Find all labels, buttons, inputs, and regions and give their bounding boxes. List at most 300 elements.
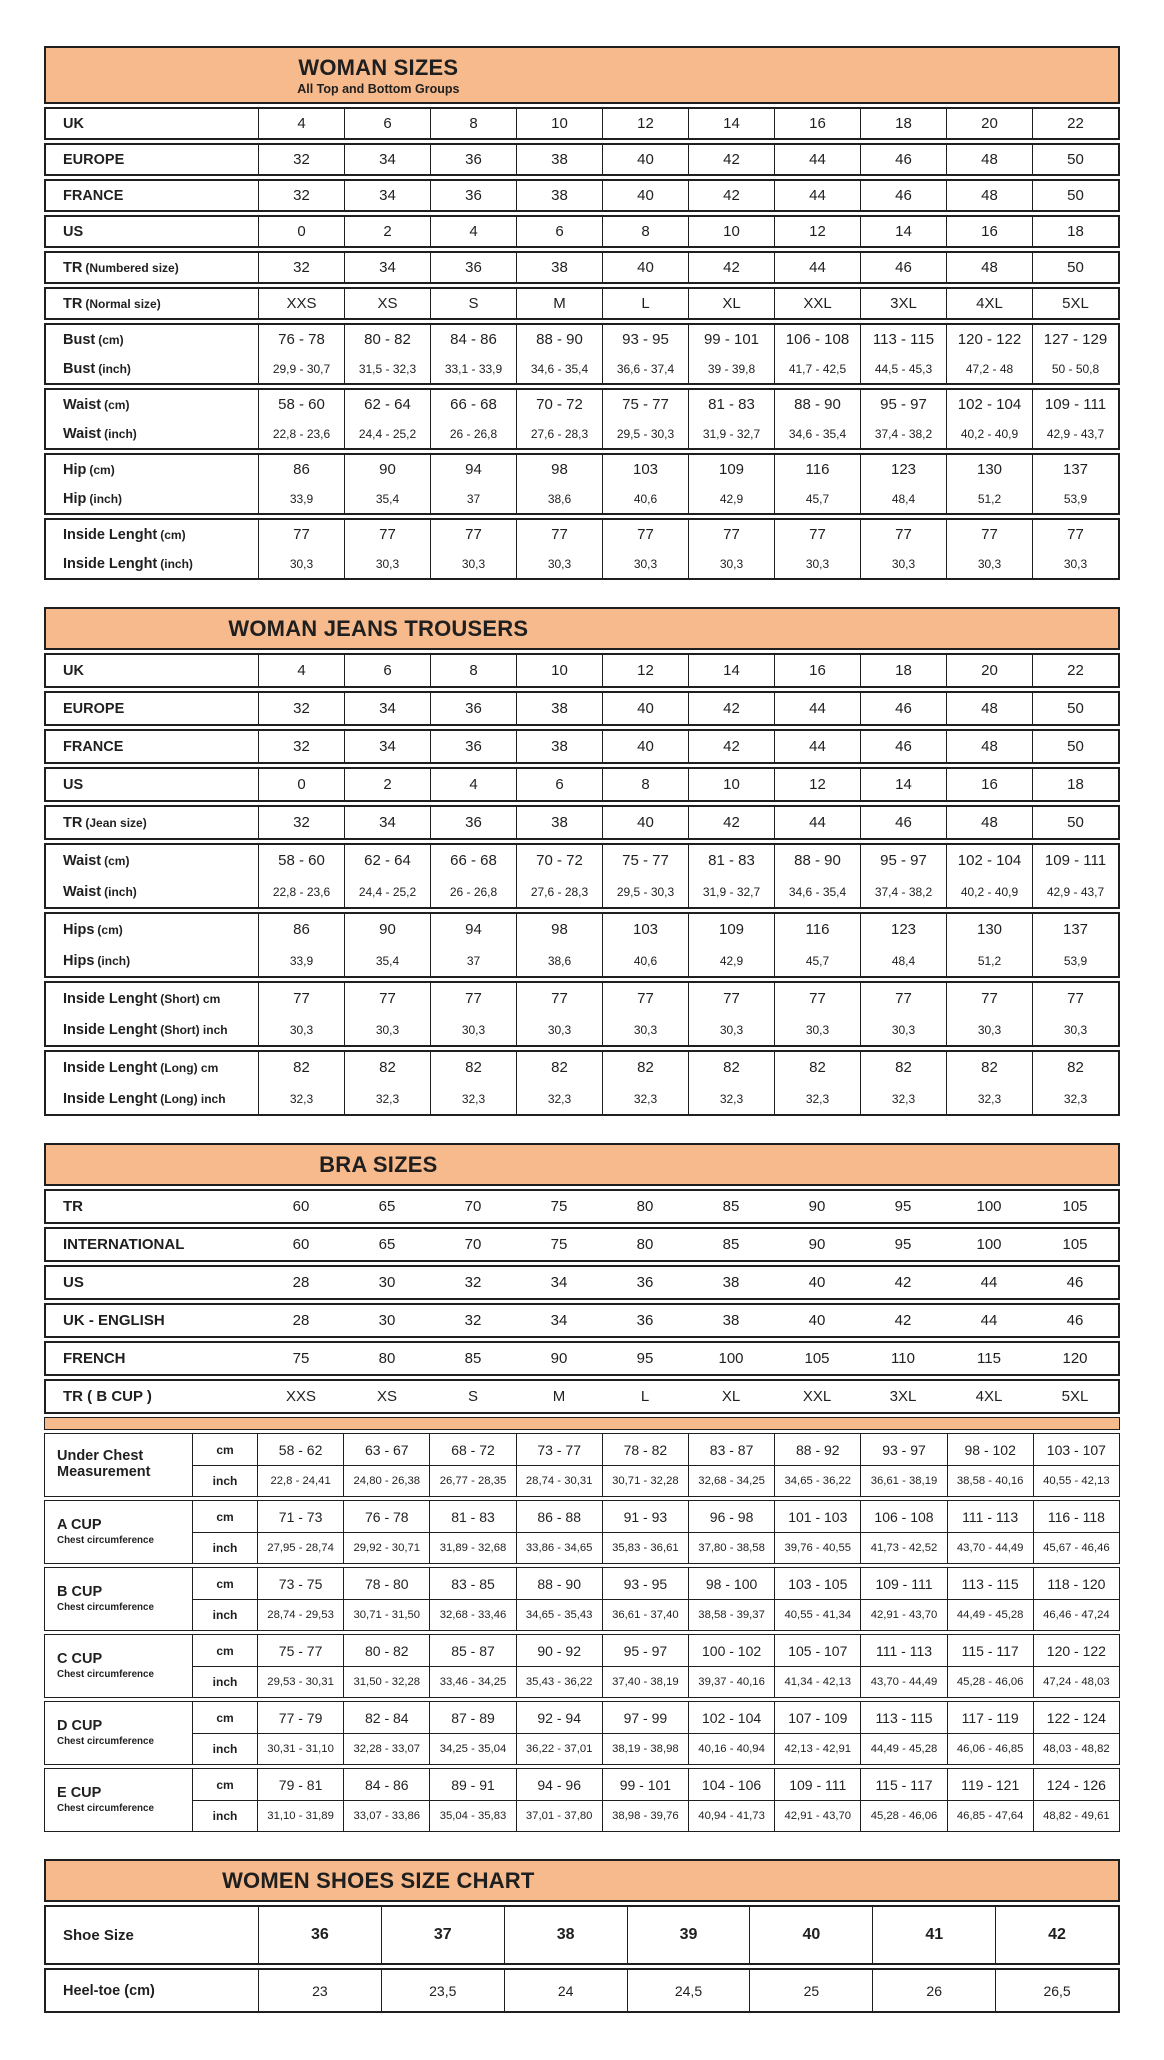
row-label-cell <box>45 1702 193 1764</box>
size-value-cell: 76 - 78 <box>343 1501 429 1532</box>
size-value-cell: L <box>640 1388 650 1405</box>
size-value-cell: 40 <box>602 807 688 838</box>
size-value-cell: 32,3 <box>516 1083 602 1114</box>
size-value-cell: 46 <box>860 807 946 838</box>
size-value-cell: 44 <box>774 145 860 174</box>
size-value-cell: 36,61 - 38,19 <box>860 1465 946 1496</box>
row-label: Hips (inch) <box>63 952 131 969</box>
size-value-cell: 30,3 <box>344 549 430 578</box>
size-value-cell: 41,34 - 42,13 <box>774 1666 860 1697</box>
size-value-cell: 50 <box>1032 731 1118 762</box>
size-value-cell: 10 <box>688 769 774 800</box>
size-value-cell: 77 <box>688 983 774 1014</box>
size-row <box>46 1907 1118 1963</box>
cup-label: B CUP <box>57 1584 103 1601</box>
size-value-cell: 127 - 129 <box>1032 325 1118 354</box>
size-row <box>46 1191 1118 1222</box>
cup-label: C CUP <box>57 1651 103 1668</box>
cup-sublabel: Chest circumference <box>57 1601 154 1613</box>
row-label: UK <box>63 115 84 132</box>
size-row-group <box>44 107 1120 140</box>
size-value-cell: 78 - 82 <box>602 1434 688 1465</box>
unit-label: cm <box>216 1509 234 1524</box>
size-value-cell: 137 <box>1032 914 1118 945</box>
size-row <box>46 253 1118 282</box>
size-value-cell: 107 - 109 <box>774 1702 860 1733</box>
size-row-group <box>44 453 1120 515</box>
size-value-cell: 51,2 <box>946 945 1032 976</box>
size-value-cell: 33,1 - 33,9 <box>430 354 516 383</box>
size-value-cell: 30,3 <box>774 1014 860 1045</box>
size-value-cell: 88 - 90 <box>516 1568 602 1599</box>
size-value-cell: 30,3 <box>430 549 516 578</box>
size-value-cell: 109 - 111 <box>1032 845 1118 876</box>
size-value-cell: 77 <box>430 983 516 1014</box>
size-value-cell: 70 <box>464 1198 482 1215</box>
size-value-cell: 32,3 <box>774 1083 860 1114</box>
size-row <box>46 354 1118 383</box>
cup-label: A CUP <box>57 1517 102 1534</box>
cup-label: Under Chest Measurement <box>57 1448 151 1480</box>
size-value-cell: 113 - 115 <box>860 1702 946 1733</box>
size-value-cell: 16 <box>774 109 860 138</box>
size-value-cell: 77 <box>344 520 430 549</box>
size-value-cell: 77 <box>602 520 688 549</box>
size-value-cell: 30,3 <box>430 1014 516 1045</box>
size-value-cell: 122 - 124 <box>1033 1702 1119 1733</box>
size-value-cell: 46,46 - 47,24 <box>1033 1599 1119 1630</box>
size-row <box>46 945 1118 976</box>
size-value-cell: 24,5 <box>627 1970 750 2011</box>
size-value-cell: 75 - 77 <box>602 845 688 876</box>
bra-table-divider <box>44 1417 1120 1430</box>
size-value-cell: 90 <box>808 1198 826 1215</box>
size-value-cell: 30,3 <box>860 1014 946 1045</box>
size-value-cell: 40,55 - 42,13 <box>1033 1465 1119 1496</box>
size-row-group <box>44 981 1120 1047</box>
size-value-cell: 34,6 - 35,4 <box>774 419 860 448</box>
size-value-cell: 14 <box>688 655 774 686</box>
size-value-cell: 40 <box>602 181 688 210</box>
size-value-cell: 105 <box>1062 1236 1088 1253</box>
size-value-cell: 37,4 - 38,2 <box>860 876 946 907</box>
woman-jeans-table <box>44 607 1120 1116</box>
row-label-detail: (Numbered size) <box>85 260 179 275</box>
size-row <box>46 655 1118 686</box>
row-label: TR (Jean size) <box>63 814 147 831</box>
size-value-cell: 42 <box>688 807 774 838</box>
size-value-cell: 42,9 - 43,7 <box>1032 419 1118 448</box>
size-value-cell: 26 <box>872 1970 995 2011</box>
row-label-detail: (cm) <box>104 853 130 868</box>
size-value-cell: 60 <box>292 1198 310 1215</box>
size-value-cell: 6 <box>344 655 430 686</box>
size-row-group <box>44 1050 1120 1116</box>
row-label: FRANCE <box>63 187 124 204</box>
size-row <box>46 845 1118 876</box>
size-row <box>46 1052 1118 1083</box>
size-value-cell: 28,74 - 30,31 <box>516 1465 602 1496</box>
size-value-cell: 50 <box>1032 807 1118 838</box>
size-value-cell: 106 - 108 <box>860 1501 946 1532</box>
woman-sizes-title: WOMAN SIZES <box>298 55 459 80</box>
size-value-cell: S <box>467 1388 478 1405</box>
size-value-cell: 77 <box>344 983 430 1014</box>
unit-label: inch <box>193 1666 257 1697</box>
size-value-cell: 85 <box>722 1198 740 1215</box>
size-value-cell: 12 <box>774 217 860 246</box>
size-value-cell: 95 <box>894 1198 912 1215</box>
size-row <box>46 1305 1118 1336</box>
size-value-cell: 34 <box>344 693 430 724</box>
size-value-cell: 37,80 - 38,58 <box>688 1532 774 1563</box>
size-value-cell: 48 <box>946 253 1032 282</box>
size-value-cell: 32,3 <box>430 1083 516 1114</box>
row-label: Inside Lenght (Long) cm <box>63 1059 219 1076</box>
bra-sizes-body <box>44 1189 1120 1414</box>
size-value-cell: 77 <box>860 983 946 1014</box>
unit-label: inch <box>193 1733 257 1764</box>
size-row <box>46 484 1118 513</box>
size-value-cell: 32 <box>258 253 344 282</box>
unit-label: cm <box>216 1710 234 1725</box>
size-row-group <box>44 767 1120 802</box>
shoes-body <box>44 1905 1120 2013</box>
size-value-cell: 29,5 - 30,3 <box>602 876 688 907</box>
size-value-cell: 98 - 100 <box>688 1568 774 1599</box>
size-value-cell: 36 <box>430 693 516 724</box>
row-label-detail: (cm) <box>89 462 115 477</box>
size-value-cell: 28 <box>292 1274 310 1291</box>
size-value-cell: 30,3 <box>688 1014 774 1045</box>
size-value-cell: 42,13 - 42,91 <box>774 1733 860 1764</box>
shoes-table <box>44 1859 1120 2013</box>
size-value-cell: 36 <box>258 1907 381 1963</box>
size-value-cell: 98 - 102 <box>947 1434 1033 1465</box>
size-value-cell: 36,61 - 37,40 <box>602 1599 688 1630</box>
size-value-cell: 90 <box>808 1236 826 1253</box>
row-label: INTERNATIONAL <box>63 1236 185 1253</box>
size-row-group <box>44 518 1120 580</box>
size-value-cell: 4 <box>258 109 344 138</box>
row-label-detail: (inch) <box>160 556 193 571</box>
size-value-cell: 95 <box>636 1350 654 1367</box>
size-value-cell: XXS <box>258 289 344 318</box>
size-row-group <box>44 843 1120 909</box>
size-value-cell: 8 <box>602 769 688 800</box>
cup-sublabel: Chest circumference <box>57 1534 154 1546</box>
row-label: UK - ENGLISH <box>63 1312 165 1329</box>
size-value-cell: 38,58 - 39,37 <box>688 1599 774 1630</box>
size-row <box>46 181 1118 210</box>
size-value-cell: 88 - 90 <box>774 845 860 876</box>
size-value-cell: 86 - 88 <box>516 1501 602 1532</box>
size-row-group <box>44 805 1120 840</box>
row-label-cell <box>45 1501 193 1563</box>
size-value-cell: 111 - 113 <box>947 1501 1033 1532</box>
size-value-cell: 14 <box>860 769 946 800</box>
size-value-cell: 32,3 <box>344 1083 430 1114</box>
size-value-cell: 42 <box>688 145 774 174</box>
size-value-cell: 22,8 - 23,6 <box>258 876 344 907</box>
size-value-cell: 18 <box>860 109 946 138</box>
size-value-cell: 77 <box>258 983 344 1014</box>
unit-label: inch <box>193 1800 257 1831</box>
size-value-cell: 30,3 <box>258 549 344 578</box>
shoes-header-text <box>46 1868 711 1894</box>
size-value-cell: 6 <box>516 769 602 800</box>
size-value-cell: 48,03 - 48,82 <box>1033 1733 1119 1764</box>
row-label: US <box>63 776 84 793</box>
size-value-cell: 103 - 107 <box>1033 1434 1119 1465</box>
size-value-cell: 88 - 90 <box>774 390 860 419</box>
size-row-group <box>44 653 1120 688</box>
size-value-cell: 29,53 - 30,31 <box>257 1666 343 1697</box>
size-value-cell: 48 <box>946 693 1032 724</box>
size-value-cell: 30,71 - 31,50 <box>343 1599 429 1630</box>
size-row-group <box>44 912 1120 978</box>
size-value-cell: 105 <box>804 1350 830 1367</box>
size-value-cell: 39 <box>627 1907 750 1963</box>
size-value-cell: 48 <box>946 145 1032 174</box>
row-label-detail: (Long) cm <box>160 1060 219 1075</box>
size-value-cell: 85 <box>722 1236 740 1253</box>
size-value-cell: 31,9 - 32,7 <box>688 876 774 907</box>
size-value-cell: 93 - 95 <box>602 325 688 354</box>
size-value-cell: 40 <box>808 1274 826 1291</box>
size-value-cell: 70 - 72 <box>516 390 602 419</box>
size-value-cell: 38 <box>504 1907 627 1963</box>
size-row-group <box>44 729 1120 764</box>
row-label: Waist (inch) <box>63 883 137 900</box>
row-label: Hips (cm) <box>63 921 123 938</box>
size-value-cell: 38 <box>722 1312 740 1329</box>
size-row-group <box>44 215 1120 248</box>
size-value-cell: 34 <box>344 181 430 210</box>
size-value-cell: 103 <box>602 914 688 945</box>
size-value-cell: 46,85 - 47,64 <box>947 1800 1033 1831</box>
size-value-cell: 77 <box>1032 983 1118 1014</box>
size-value-cell: 33,9 <box>258 484 344 513</box>
size-value-cell: 32 <box>258 181 344 210</box>
size-value-cell: 102 - 104 <box>946 390 1032 419</box>
size-value-cell: 44 <box>980 1274 998 1291</box>
row-label: Waist (cm) <box>63 396 130 413</box>
size-value-cell: 30,3 <box>946 549 1032 578</box>
size-value-cell: 30,3 <box>860 549 946 578</box>
size-value-cell: 100 <box>718 1350 744 1367</box>
size-value-cell: 90 <box>550 1350 568 1367</box>
row-label: US <box>63 1274 84 1291</box>
row-label: Hip (inch) <box>63 490 123 507</box>
size-value-cell: 48 <box>946 807 1032 838</box>
size-value-cell: 83 - 85 <box>429 1568 515 1599</box>
size-value-cell: 88 - 90 <box>516 325 602 354</box>
size-value-cell: 10 <box>688 217 774 246</box>
size-value-cell: 117 - 119 <box>947 1702 1033 1733</box>
row-label-detail: (inch) <box>89 491 123 506</box>
size-value-cell: 38 <box>516 181 602 210</box>
size-value-cell: 98 <box>516 455 602 484</box>
size-value-cell: 120 <box>1062 1350 1088 1367</box>
size-value-cell: 8 <box>430 109 516 138</box>
size-value-cell: 103 <box>602 455 688 484</box>
size-value-cell: 82 <box>344 1052 430 1083</box>
size-value-cell: 77 <box>516 983 602 1014</box>
measure-group <box>44 1701 1120 1765</box>
size-value-cell: 94 <box>430 914 516 945</box>
size-value-cell: 36 <box>430 731 516 762</box>
unit-label: inch <box>193 1532 257 1563</box>
size-value-cell: 27,6 - 28,3 <box>516 876 602 907</box>
cup-label: D CUP <box>57 1718 103 1735</box>
size-row-group <box>44 691 1120 726</box>
row-label-detail: (Short) inch <box>160 1022 228 1037</box>
size-value-cell: 104 - 106 <box>688 1769 774 1800</box>
size-value-cell: 99 - 101 <box>688 325 774 354</box>
size-value-cell: 42 <box>894 1274 912 1291</box>
size-value-cell: 14 <box>860 217 946 246</box>
size-value-cell: 66 - 68 <box>430 390 516 419</box>
size-value-cell: 8 <box>430 655 516 686</box>
size-value-cell: 30,3 <box>516 549 602 578</box>
row-label: TR (Normal size) <box>63 295 161 312</box>
size-value-cell: 44 <box>774 253 860 282</box>
size-value-cell: 80 - 82 <box>343 1635 429 1666</box>
row-label-cell <box>45 1635 193 1697</box>
size-value-cell: 38 <box>516 145 602 174</box>
size-value-cell: 82 <box>602 1052 688 1083</box>
size-value-cell: 37 <box>381 1907 504 1963</box>
size-value-cell: 44,49 - 45,28 <box>947 1599 1033 1630</box>
size-value-cell: 32 <box>258 731 344 762</box>
size-value-cell: 81 - 83 <box>688 845 774 876</box>
woman-jeans-title: WOMAN JEANS TROUSERS <box>228 616 529 641</box>
size-value-cell: 46 <box>1066 1274 1084 1291</box>
size-value-cell: 53,9 <box>1032 484 1118 513</box>
size-value-cell: 42,9 <box>688 945 774 976</box>
size-value-cell: 48 <box>946 731 1032 762</box>
size-value-cell: 90 <box>344 455 430 484</box>
size-value-cell: 3XL <box>889 1388 917 1405</box>
size-value-cell: 62 - 64 <box>344 845 430 876</box>
size-value-cell: 71 - 73 <box>257 1501 343 1532</box>
size-value-cell: 116 <box>774 914 860 945</box>
shoes-header <box>44 1859 1120 1902</box>
size-value-cell: L <box>602 289 688 318</box>
size-value-cell: 34,65 - 35,43 <box>516 1599 602 1630</box>
size-row <box>46 1229 1118 1260</box>
size-value-cell: 34,25 - 35,04 <box>429 1733 515 1764</box>
size-value-cell: 111 - 113 <box>860 1635 946 1666</box>
size-value-cell: 46 <box>1066 1312 1084 1329</box>
size-value-cell: 27,6 - 28,3 <box>516 419 602 448</box>
size-value-cell: 31,89 - 32,68 <box>429 1532 515 1563</box>
size-value-cell: 38,58 - 40,16 <box>947 1465 1033 1496</box>
size-value-cell: 109 - 111 <box>860 1568 946 1599</box>
unit-label: cm <box>216 1442 234 1457</box>
size-value-cell: 97 - 99 <box>602 1702 688 1733</box>
size-value-cell: 44 <box>774 693 860 724</box>
size-value-cell: 5XL <box>1032 289 1118 318</box>
size-value-cell: 34,6 - 35,4 <box>516 354 602 383</box>
size-value-cell: 16 <box>774 655 860 686</box>
size-value-cell: 70 - 72 <box>516 845 602 876</box>
size-value-cell: 47,24 - 48,03 <box>1033 1666 1119 1697</box>
size-value-cell: 77 <box>774 983 860 1014</box>
row-label: Hip (cm) <box>63 461 115 478</box>
unit-label: inch <box>193 1599 257 1630</box>
size-value-cell: 35,4 <box>344 484 430 513</box>
size-value-cell: 45,7 <box>774 484 860 513</box>
size-value-cell: 2 <box>344 769 430 800</box>
size-value-cell: 4 <box>258 655 344 686</box>
size-value-cell: 119 - 121 <box>947 1769 1033 1800</box>
woman-sizes-header <box>44 46 1120 104</box>
row-label: Shoe Size <box>63 1926 134 1944</box>
row-label: Inside Lenght (cm) <box>63 526 186 543</box>
size-value-cell: 35,43 - 36,22 <box>516 1666 602 1697</box>
size-value-cell: 109 <box>688 914 774 945</box>
size-value-cell: 10 <box>516 109 602 138</box>
size-value-cell: 115 <box>977 1350 1001 1367</box>
size-value-cell: 30,3 <box>516 1014 602 1045</box>
size-value-cell: 77 <box>946 983 1032 1014</box>
bra-sizes-header <box>44 1143 1120 1186</box>
size-value-cell: 31,10 - 31,89 <box>257 1800 343 1831</box>
size-value-cell: 36,22 - 37,01 <box>516 1733 602 1764</box>
size-value-cell: 32 <box>464 1312 482 1329</box>
size-value-cell: 82 <box>516 1052 602 1083</box>
size-value-cell: 38,6 <box>516 945 602 976</box>
size-value-cell: 130 <box>946 914 1032 945</box>
measure-group <box>44 1567 1120 1631</box>
size-value-cell: 106 - 108 <box>774 325 860 354</box>
size-row-group <box>44 388 1120 450</box>
bra-sizes-title: BRA SIZES <box>319 1152 438 1177</box>
size-value-cell: 87 - 89 <box>429 1702 515 1733</box>
size-value-cell: 42,9 <box>688 484 774 513</box>
size-value-cell: 42,9 - 43,7 <box>1032 876 1118 907</box>
size-value-cell: 12 <box>774 769 860 800</box>
size-value-cell: 12 <box>602 109 688 138</box>
size-value-cell: 43,70 - 44,49 <box>947 1532 1033 1563</box>
size-value-cell: 40,2 - 40,9 <box>946 419 1032 448</box>
size-value-cell: XXL <box>774 289 860 318</box>
size-value-cell: 124 - 126 <box>1033 1769 1119 1800</box>
size-value-cell: 77 - 79 <box>257 1702 343 1733</box>
size-value-cell: 82 <box>774 1052 860 1083</box>
size-value-cell: 16 <box>946 217 1032 246</box>
size-value-cell: 34 <box>344 253 430 282</box>
size-value-cell: 50 <box>1032 181 1118 210</box>
size-value-cell: 39,37 - 40,16 <box>688 1666 774 1697</box>
size-value-cell: 113 - 115 <box>860 325 946 354</box>
size-row <box>46 325 1118 354</box>
size-value-cell: 80 <box>378 1350 396 1367</box>
size-value-cell: 94 <box>430 455 516 484</box>
size-row <box>46 1970 1118 2011</box>
size-value-cell: 29,9 - 30,7 <box>258 354 344 383</box>
size-value-cell: 50 - 50,8 <box>1032 354 1118 383</box>
size-row <box>46 693 1118 724</box>
size-value-cell: 26,77 - 28,35 <box>429 1465 515 1496</box>
size-value-cell: 8 <box>602 217 688 246</box>
row-label: EUROPE <box>63 151 125 168</box>
size-value-cell: 81 - 83 <box>688 390 774 419</box>
size-value-cell: 95 - 97 <box>860 390 946 419</box>
size-value-cell: 82 <box>430 1052 516 1083</box>
